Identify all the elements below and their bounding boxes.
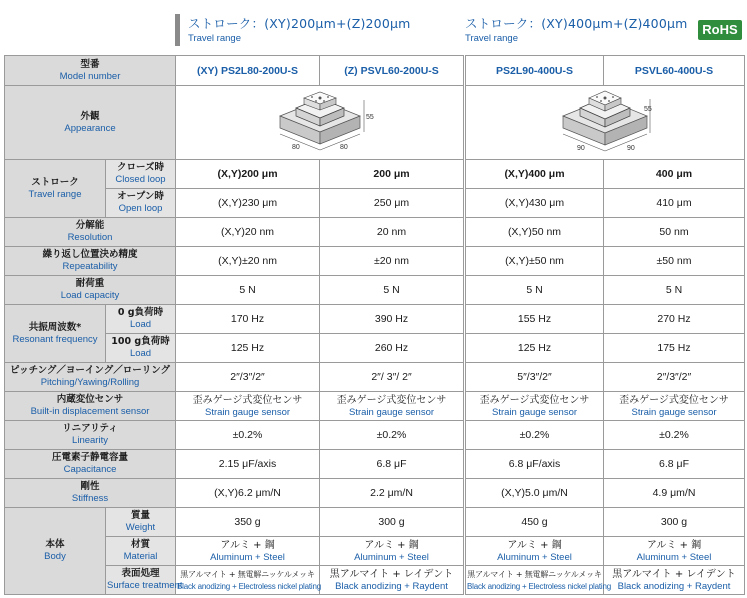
- value-jp: 歪みゲージ式変位センサ: [479, 394, 590, 406]
- label-surface: [106, 566, 183, 595]
- label-weight: [106, 508, 176, 537]
- label-jp: 質量: [131, 510, 151, 521]
- value-stiffness: (X,Y)6.2 μm/N: [176, 479, 320, 508]
- dim-depth: 90: [627, 145, 635, 152]
- value-linearity: ±0.2%: [466, 421, 604, 450]
- label-pyr: [5, 363, 176, 392]
- label-linearity: [5, 421, 176, 450]
- label-material: [106, 537, 176, 566]
- label-capacitance: [5, 450, 176, 479]
- label-en: Capacitance: [63, 464, 117, 475]
- value-jp: 歪みゲージ式変位センサ: [192, 394, 303, 406]
- label-en: Load: [129, 348, 152, 359]
- value-weight: 450 g: [466, 508, 604, 537]
- row-linearity: [5, 421, 464, 450]
- label-sensor: [5, 392, 176, 421]
- label-en: Travel range: [28, 188, 82, 200]
- label-en: Stiffness: [71, 493, 109, 504]
- value-en: Aluminum + Steel: [210, 551, 285, 563]
- label-en: Model number: [59, 70, 121, 82]
- value-sensor: [466, 392, 604, 421]
- label-jp: リニアリティ: [62, 423, 118, 434]
- value-en: Black anodizing + Electroless nickel plating: [177, 581, 321, 591]
- row-linearity: [466, 421, 745, 450]
- model-name: (Z) PSVL60-200U-S: [320, 56, 464, 86]
- value-res0: 270 Hz: [604, 305, 745, 334]
- label-resolution: [5, 218, 176, 247]
- label-jp: ピッチング／ヨーイング／ローリング: [9, 365, 171, 376]
- row-capacitance: [466, 450, 745, 479]
- value-capacitance: 6.8 μF: [604, 450, 745, 479]
- row-repeatability: [466, 247, 745, 276]
- value-en: Aluminum + Steel: [497, 551, 572, 563]
- value-closed: 400 μm: [604, 160, 745, 189]
- value-load: 5 N: [466, 276, 604, 305]
- value-weight: 300 g: [320, 508, 464, 537]
- header-left-title: ストローク：(XY)200μm+(Z)200μm: [188, 16, 411, 31]
- value-linearity: ±0.2%: [320, 421, 464, 450]
- row-sensor: [5, 392, 464, 421]
- value-jp: アルミ + 鋼: [507, 539, 562, 551]
- value-weight: 300 g: [604, 508, 745, 537]
- row-sensor: [466, 392, 745, 421]
- row-capacitance: [5, 450, 464, 479]
- rohs-badge: RoHS: [698, 20, 742, 40]
- value-jp: アルミ + 鋼: [646, 539, 702, 551]
- label-jp: クローズ時: [116, 162, 165, 173]
- value-surface: [320, 566, 464, 595]
- value-repeatability: (X,Y)±50 nm: [466, 247, 604, 276]
- row-model: [5, 56, 464, 86]
- value-pyr: 2″/3″/2″: [176, 363, 320, 392]
- value-linearity: ±0.2%: [604, 421, 745, 450]
- value-stiffness: 4.9 μm/N: [604, 479, 745, 508]
- header-bar: [175, 14, 180, 46]
- value-sensor: [176, 392, 320, 421]
- stage-drawing-80: [270, 86, 374, 154]
- model-name: PS2L90-400U-S: [466, 56, 604, 86]
- value-en: Black anodizing + Electroless nickel plating: [467, 581, 611, 591]
- row-appearance: [466, 86, 745, 160]
- value-capacitance: 6.8 μF/axis: [466, 450, 604, 479]
- header-right-title: ストローク：(XY)400μm+(Z)400μm: [465, 16, 688, 31]
- label-en: Resonant frequency: [12, 333, 98, 345]
- row-res0: [5, 305, 464, 334]
- row-resolution: [5, 218, 464, 247]
- label-jp: 耐荷重: [75, 278, 105, 289]
- label-jp: 分解能: [75, 220, 105, 231]
- row-closed: [5, 160, 464, 189]
- value-res100: 125 Hz: [176, 334, 320, 363]
- row-pyr: [466, 363, 745, 392]
- label-en: Closed loop: [115, 174, 166, 185]
- value-material: [320, 537, 464, 566]
- row-pyr: [5, 363, 464, 392]
- value-res100: 175 Hz: [604, 334, 745, 363]
- value-jp: アルミ + 鋼: [220, 539, 275, 551]
- value-material: [604, 537, 745, 566]
- row-open: [466, 189, 745, 218]
- value-closed: (X,Y)200 μm: [176, 160, 320, 189]
- value-surface: [466, 566, 611, 595]
- row-surface: [466, 566, 745, 595]
- value-en: Black anodizing + Raydent: [335, 580, 448, 592]
- value-weight: 350 g: [176, 508, 320, 537]
- value-load: 5 N: [604, 276, 745, 305]
- dim-depth: 80: [339, 144, 348, 151]
- value-en: Aluminum + Steel: [636, 551, 712, 563]
- label-stroke: [5, 160, 106, 218]
- label-en: Repeatability: [62, 261, 118, 272]
- dim-height: 55: [644, 106, 652, 113]
- label-appearance: [5, 86, 176, 160]
- header-right-subtitle: Travel range: [465, 33, 518, 44]
- value-jp: 歪みゲージ式変位センサ: [336, 394, 447, 406]
- value-open: 250 μm: [320, 189, 464, 218]
- model-name: (XY) PS2L80-200U-S: [176, 56, 320, 86]
- label-jp: 表面処理: [121, 568, 160, 579]
- spec-table-400: [465, 55, 745, 595]
- value-res0: 390 Hz: [320, 305, 464, 334]
- label-jp: 0 g負荷時: [117, 307, 164, 318]
- label-jp: 本体: [45, 539, 65, 550]
- stage-drawing-90: [555, 86, 655, 154]
- value-closed: (X,Y)400 μm: [466, 160, 604, 189]
- value-stiffness: 2.2 μm/N: [320, 479, 464, 508]
- label-stiffness: [5, 479, 176, 508]
- value-repeatability: (X,Y)±20 nm: [176, 247, 320, 276]
- label-en: Resolution: [67, 232, 113, 243]
- value-linearity: ±0.2%: [176, 421, 320, 450]
- label-repeatability: [5, 247, 176, 276]
- spec-table-200: [4, 55, 464, 595]
- value-pyr: 5″/3″/2″: [466, 363, 604, 392]
- value-res0: 170 Hz: [176, 305, 320, 334]
- value-stiffness: (X,Y)5.0 μm/N: [466, 479, 604, 508]
- appearance-cell: [176, 86, 464, 160]
- value-res100: 260 Hz: [320, 334, 464, 363]
- label-en: Load capacity: [60, 290, 120, 301]
- value-open: (X,Y)230 μm: [176, 189, 320, 218]
- value-en: Aluminum + Steel: [354, 551, 429, 563]
- label-en: Material: [123, 551, 158, 562]
- value-jp: 黒アルマイト + 無電解ニッケルメッキ: [467, 569, 602, 579]
- value-res0: 155 Hz: [466, 305, 604, 334]
- label-jp: オープン時: [117, 191, 164, 202]
- label-en: Pitching/Yawing/Rolling: [40, 377, 140, 388]
- label-en: Built-in displacement sensor: [30, 406, 150, 417]
- label-jp: 剛性: [80, 481, 100, 492]
- value-pyr: 2″/3″/2″: [604, 363, 745, 392]
- label-jp: 材質: [131, 539, 151, 550]
- value-load: 5 N: [320, 276, 464, 305]
- value-en: Black anodizing + Raydent: [617, 580, 731, 592]
- label-load: [5, 276, 176, 305]
- row-resolution: [466, 218, 745, 247]
- label-jp: 繰り返し位置決め精度: [42, 249, 138, 260]
- row-load: [5, 276, 464, 305]
- row-res100: [466, 334, 745, 363]
- value-en: Strain gauge sensor: [349, 406, 435, 418]
- value-jp: 歪みゲージ式変位センサ: [619, 394, 729, 406]
- value-sensor: [604, 392, 745, 421]
- value-repeatability: ±20 nm: [320, 247, 464, 276]
- value-resolution: (X,Y)20 nm: [176, 218, 320, 247]
- appearance-cell: [466, 86, 745, 160]
- value-resolution: 20 nm: [320, 218, 464, 247]
- value-closed: 200 μm: [320, 160, 464, 189]
- value-res100: 125 Hz: [466, 334, 604, 363]
- label-en: Body: [44, 551, 66, 562]
- label-en: Linearity: [72, 435, 108, 446]
- label-jp: 100 g負荷時: [111, 336, 170, 347]
- label-en: Surface treatment: [107, 580, 183, 591]
- value-surface: [176, 566, 320, 595]
- dim-width: 90: [577, 145, 585, 152]
- dim-width: 80: [291, 144, 300, 151]
- value-surface: [604, 566, 745, 595]
- value-jp: 黒アルマイト + 無電解ニッケルメッキ: [180, 569, 315, 579]
- value-repeatability: ±50 nm: [604, 247, 745, 276]
- label-en: Load: [129, 319, 152, 330]
- value-open: 410 μm: [604, 189, 745, 218]
- label-jp: 外観: [80, 110, 100, 122]
- label-load100: [106, 334, 176, 363]
- dim-height: 55: [365, 114, 374, 121]
- label-jp: 型番: [80, 58, 100, 70]
- row-closed: [466, 160, 745, 189]
- label-body: [5, 508, 106, 595]
- value-en: Strain gauge sensor: [631, 406, 717, 418]
- label-closed: [106, 160, 176, 189]
- value-resolution: (X,Y)50 nm: [466, 218, 604, 247]
- value-pyr: 2″/ 3″/ 2″: [320, 363, 464, 392]
- value-sensor: [320, 392, 464, 421]
- label-open: [106, 189, 176, 218]
- row-model: [466, 56, 745, 86]
- header-left-subtitle: Travel range: [188, 33, 241, 44]
- value-open: (X,Y)430 μm: [466, 189, 604, 218]
- value-jp: 黒アルマイト + レイデント: [612, 568, 736, 580]
- model-name: PSVL60-400U-S: [604, 56, 745, 86]
- row-load: [466, 276, 745, 305]
- value-en: Strain gauge sensor: [491, 406, 578, 418]
- label-en: Weight: [125, 522, 156, 533]
- value-jp: アルミ + 鋼: [364, 539, 419, 551]
- value-capacitance: 6.8 μF: [320, 450, 464, 479]
- value-capacitance: 2.15 μF/axis: [176, 450, 320, 479]
- value-material: [176, 537, 320, 566]
- label-en: Appearance: [64, 122, 116, 134]
- label-load0: [106, 305, 176, 334]
- label-en: Open loop: [118, 203, 163, 214]
- label-jp: 圧電素子静電容量: [52, 452, 129, 463]
- value-jp: 黒アルマイト + レイデント: [329, 568, 454, 580]
- label-model: [5, 56, 176, 86]
- row-res0: [466, 305, 745, 334]
- row-appearance: [5, 86, 464, 160]
- row-weight: [466, 508, 745, 537]
- row-repeatability: [5, 247, 464, 276]
- row-weight: [5, 508, 464, 537]
- value-load: 5 N: [176, 276, 320, 305]
- value-material: [466, 537, 604, 566]
- row-stiffness: [5, 479, 464, 508]
- label-jp: 共振周波数*: [28, 321, 82, 333]
- row-material: [466, 537, 745, 566]
- row-stiffness: [466, 479, 745, 508]
- value-en: Strain gauge sensor: [205, 406, 291, 418]
- label-jp: ストローク: [31, 176, 79, 188]
- label-jp: 内蔵変位センサ: [56, 394, 124, 405]
- value-resolution: 50 nm: [604, 218, 745, 247]
- label-resonant: [5, 305, 106, 363]
